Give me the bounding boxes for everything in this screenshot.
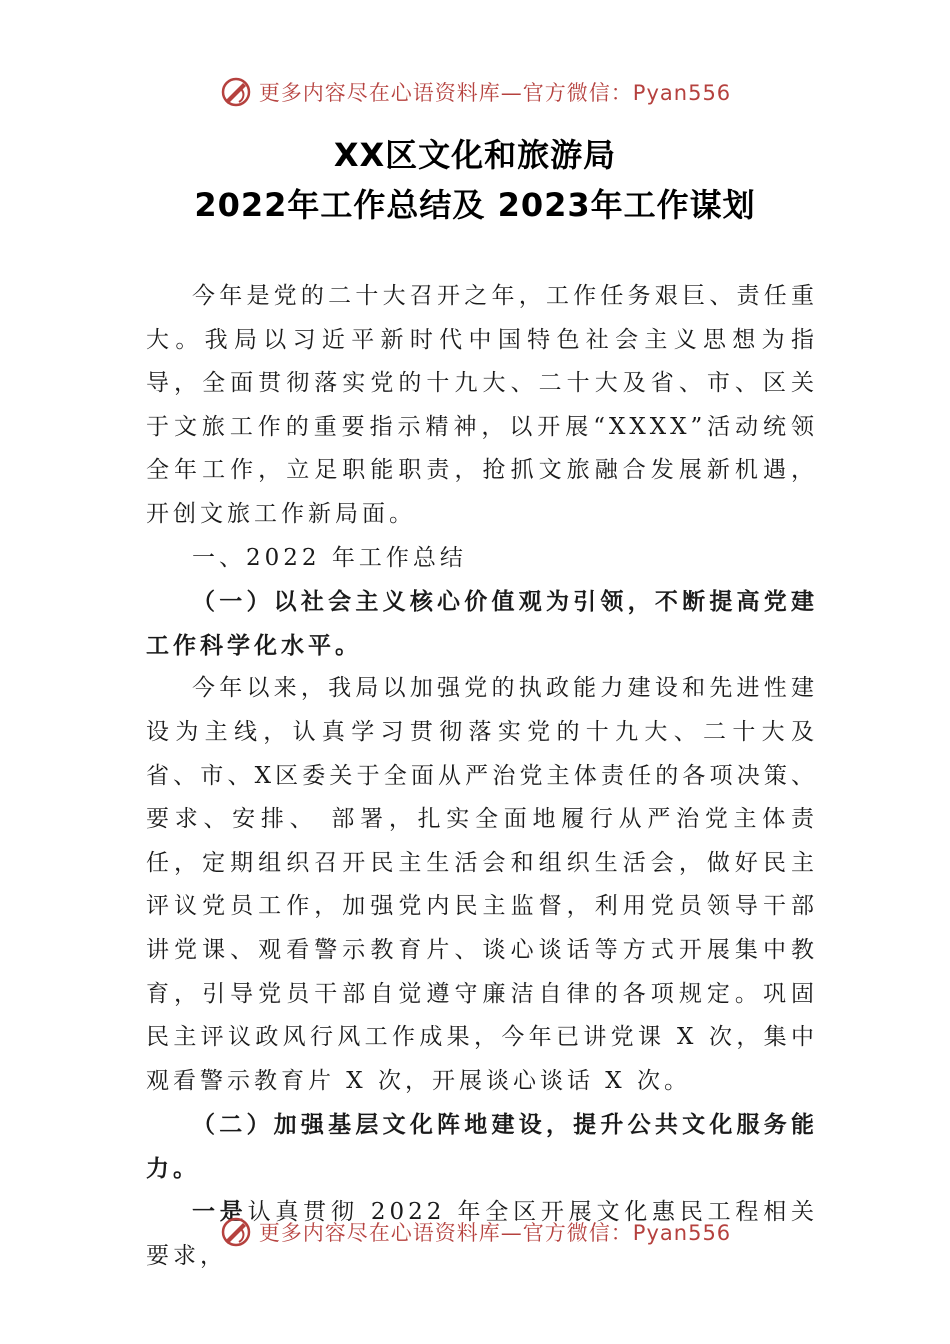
watermark-text: 更多内容尽在心语资料库—官方微信：Pyan556 xyxy=(258,81,732,105)
watermark-footer xyxy=(0,1212,950,1252)
watermark-text: 更多内容尽在心语资料库—官方微信：Pyan556 xyxy=(258,1221,732,1245)
intro-paragraph: 今年是党的二十大召开之年，工作任务艰巨、责任重大。我局以习近平新时代中国特色社会主义思想为指导，全面贯彻落实党的十九大、二十大及省、市、区关于文旅工作的重要指示精神，以开展“XXXX”活动统领全年工作，立足职能职责，抢抓文旅融合发展新机遇，开创文旅工作新局面。 xyxy=(146,283,818,527)
page-title-line2: 2022年工作总结及 2023年工作谋划 xyxy=(194,186,756,224)
subsection-heading-2: （二）加强基层文化阵地建设，提升公共文化服务能力。 xyxy=(146,1111,818,1182)
subsection-heading-1: （一）以社会主义核心价值观为引领，不断提高党建工作科学化水平。 xyxy=(146,588,818,659)
subsection-1-paragraph: 今年以来，我局以加强党的执政能力建设和先进性建设为主线，认真学习贯彻落实党的十九大、二十大及省、市、X区委关于全面从严治党主体责任的各项决策、要求、安排、 部署，扎实全面地履行从严治党主体责任，定期组织召开民主生活会和组织生活会，做好民主评议党员工作，加强党内民主监督，利用党员领导干部讲党课、观看警示教育片、谈心谈话等方式开展集中教育，引导党员干部自觉遵守廉洁自律的各项规定。巩固民主评议政风行风工作成果，今年已讲党课 X 次，集中观看警示教育片 X 次，开展谈心谈话 X 次。 xyxy=(146,675,818,1094)
page-title-line1: XX区文化和旅游局 xyxy=(333,136,617,174)
document-body xyxy=(146,275,818,1279)
lead-marker: 一是 xyxy=(192,1198,248,1226)
section-heading-1: 一、2022 年工作总结 xyxy=(192,544,467,571)
subsection-2-text: 认真贯彻 2022 年全区开展文化惠民工程相关要求， xyxy=(146,1199,819,1270)
brush-seal-icon xyxy=(219,1215,253,1249)
brush-seal-icon xyxy=(219,75,253,109)
watermark-header xyxy=(0,72,950,112)
